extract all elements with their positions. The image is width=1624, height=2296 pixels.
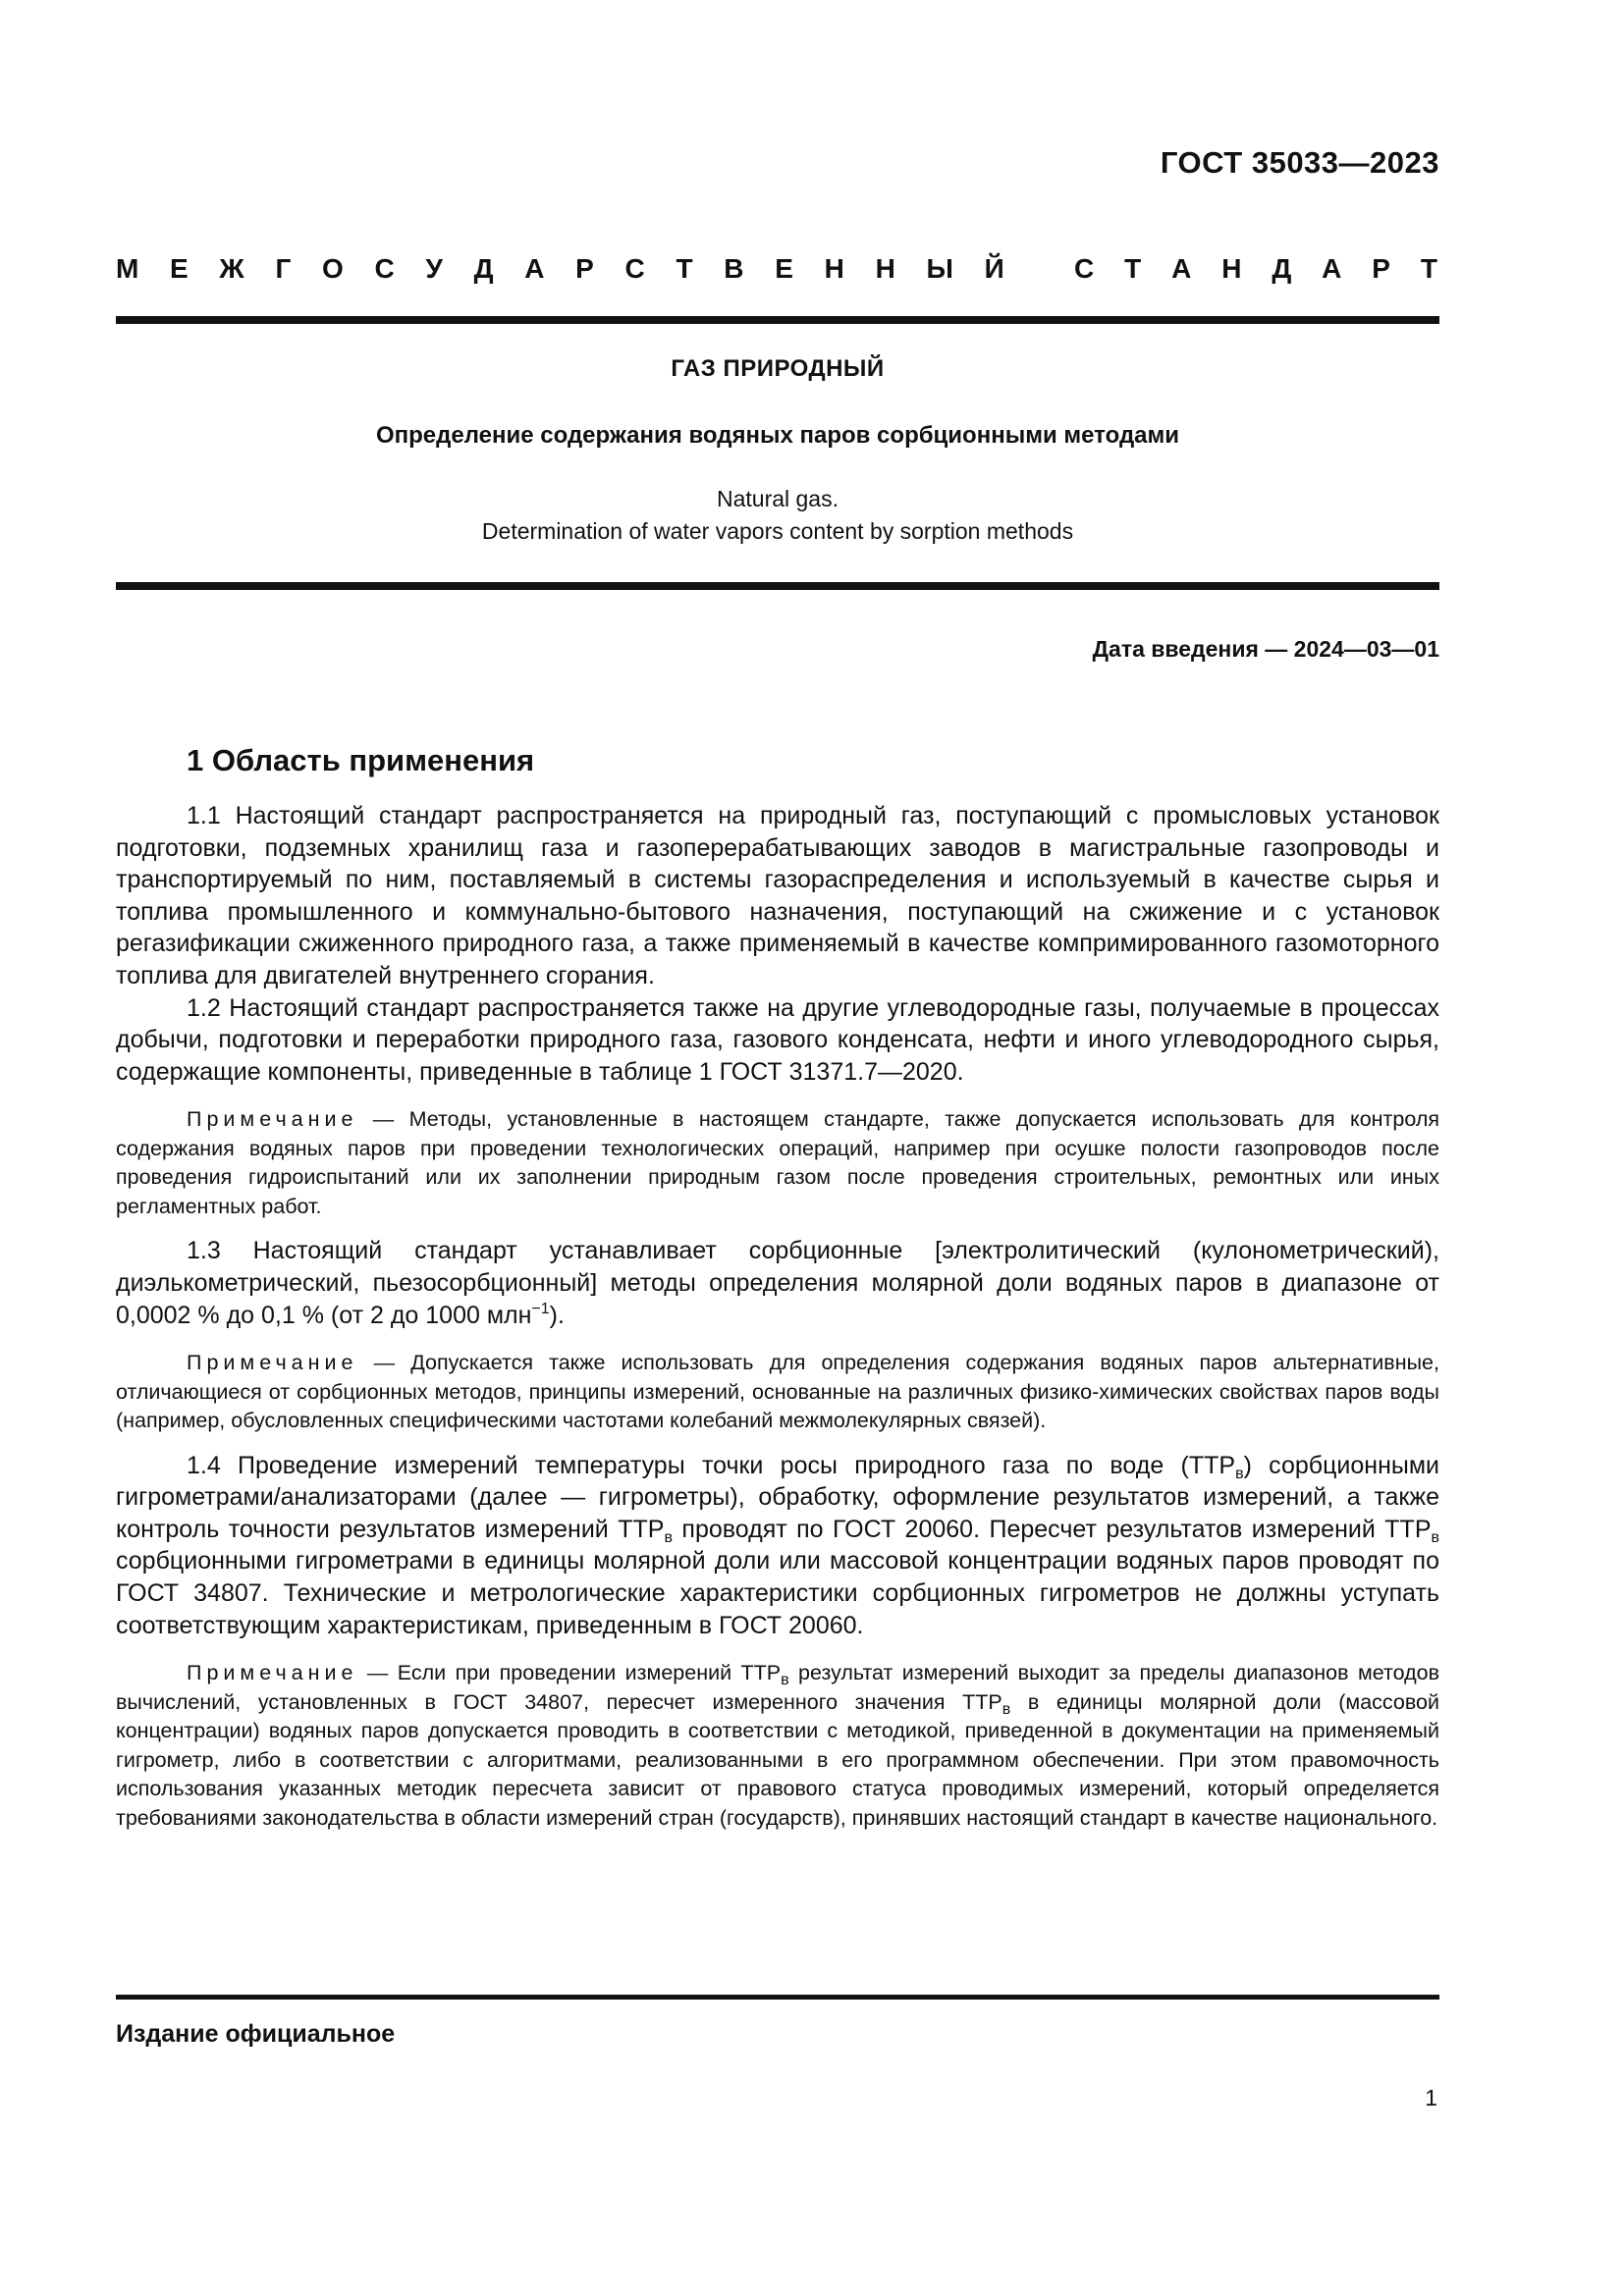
heading-letter: С — [374, 253, 395, 284]
paragraph-1-4-part-c: проводят по ГОСТ 20060. Пересчет результатов измерений ТТР — [672, 1515, 1432, 1543]
heading-letter: Г — [275, 253, 292, 284]
heading-letter: Е — [775, 253, 793, 284]
note-label: Примечание — [187, 1661, 358, 1685]
interstate-standard-heading — [116, 253, 1437, 285]
subscript-v: в — [1431, 1528, 1439, 1546]
heading-letter: Д — [1272, 253, 1292, 284]
page-number: 1 — [1425, 2085, 1437, 2110]
english-title-line-2: Determination of water vapors content by sorption methods — [481, 518, 1074, 544]
subscript-v: в — [664, 1528, 673, 1546]
paragraph-1-4-part-b: ) сорбционными гигрометрами/анализаторами (далее — гигрометры), обработку, оформление результатов измерений, а также контроль точности результатов измерений ТТР — [116, 1451, 1439, 1543]
subscript-v: в — [1001, 1700, 1011, 1718]
title-divider — [116, 582, 1439, 590]
paragraph-1-3 — [116, 1235, 1439, 1331]
note-2-text: — Допускается также использовать для определения содержания водяных паров альтернативные, отличающиеся от сорбционных методов, принципы измерений, основанные на различных физико-химических свойствах паров воды (например, обусловленных специфическими частотами колебаний межмолекулярных связей). — [116, 1351, 1439, 1433]
document-subtitle: Определение содержания водяных паров сорбционными методами — [375, 422, 1180, 449]
note-1 — [116, 1105, 1439, 1221]
subscript-v: в — [781, 1672, 789, 1689]
paragraph-1-3-text: 1.3 Настоящий стандарт устанавливает сорбционные [электролитический (кулонометрический), диэлькометрический, пьезосорбционный] методы определения молярной доли водяных паров в диапазоне от 0,0002 % до 0,1 % (от 2 до 1000 млн — [116, 1237, 1439, 1329]
paragraph-1-4 — [116, 1450, 1439, 1642]
note-3-part-a: — Если при проведении измерений ТТР — [357, 1661, 782, 1685]
note-3 — [116, 1659, 1439, 1833]
note-label: Примечание — [187, 1351, 358, 1375]
section-scope — [116, 743, 1439, 1846]
heading-letter: С — [624, 253, 645, 284]
heading-letter: Н — [875, 253, 895, 284]
top-divider — [116, 316, 1439, 324]
heading-letter: А — [1171, 253, 1192, 284]
subscript-v: в — [1235, 1465, 1244, 1482]
paragraph-1-4-part-a: 1.4 Проведение измерений температуры точки росы природного газа по воде (ТТР — [187, 1451, 1236, 1479]
paragraph-1-2: 1.2 Настоящий стандарт распространяется также на другие углеводородные газы, получаемые в процессах добычи, подготовки и переработки природного газа, газового конденсата, нефти и иного углеводородного сырья, содержащие компоненты, приведенные в таблице 1 ГОСТ 31371.7—2020. — [116, 993, 1439, 1086]
paragraph-1-1: 1.1 Настоящий стандарт распространяется на природный газ, поступающий с промысловых установок подготовки, подземных хранилищ газа и газоперерабатывающих заводов в магистральные газопроводы и транспортируемый по ним, поставляемый в системы газораспределения и используемый в качестве сырья и топлива промышленного и коммунально-бытового назначения, поступающий на сжижение и с установок регазификации сжиженного природного газа, а также применяемый в качестве компримированного газомоторного топлива для двигателей внутреннего сгорания. — [116, 802, 1439, 989]
section-title: 1 Область применения — [187, 743, 535, 777]
heading-letter: Д — [473, 253, 494, 284]
note-3-part-c: в единицы молярной доли (массовой концентрации) водяных паров допускается проводить в соответствии с методикой, приведенной в документации на применяемый гигрометр, либо в соответствии с алгоритмами, реализованными в его программном обеспечении. При этом правомочность использования указанных методик пересчета зависит от правового статуса проводимых измерений, который определяется требованиями законодательства в области измерений стран (государств), принявших настоящий стандарт в качестве национального. — [116, 1689, 1439, 1830]
heading-letter: Й — [984, 253, 1004, 284]
paragraph-1-4-part-d: сорбционными гигрометрами в единицы молярной доли или массовой концентрации водяных паров проводят по ГОСТ 34807. Технические и метрологические характеристики сорбционных гигрометров не должны уступать соответствующим характеристикам, приведенным в ГОСТ 20060. — [116, 1547, 1439, 1639]
footer-divider — [116, 1995, 1439, 2000]
standard-word — [1074, 253, 1437, 285]
heading-letter: У — [425, 253, 443, 284]
heading-letter: М — [116, 253, 139, 284]
heading-letter: Р — [1372, 253, 1390, 284]
english-title — [116, 483, 1439, 548]
gost-number: ГОСТ 35033—2023 — [1160, 145, 1439, 180]
document-title: ГАЗ ПРИРОДНЫЙ — [671, 355, 885, 382]
interstate-word — [116, 253, 1004, 285]
heading-letter: Т — [676, 253, 693, 284]
note-label: Примечание — [187, 1107, 358, 1132]
heading-letter: Н — [1221, 253, 1242, 284]
heading-letter: Т — [1124, 253, 1142, 284]
heading-letter: Р — [575, 253, 594, 284]
official-edition: Издание официальное — [116, 2020, 396, 2048]
heading-letter: Ж — [219, 253, 244, 284]
heading-letter: Н — [824, 253, 844, 284]
heading-letter: В — [724, 253, 744, 284]
heading-letter: Т — [1420, 253, 1437, 284]
paragraph-1-3-end: ). — [549, 1301, 565, 1329]
heading-letter: Ы — [926, 253, 953, 284]
english-title-line-1: Natural gas. — [716, 486, 839, 511]
heading-letter: А — [1322, 253, 1342, 284]
note-1-text: — Методы, установленные в настоящем стандарте, также допускается использовать для контроля содержания водяных паров при проведении технологических операций, например при осушке полости газопроводов после проведения гидроиспытаний или их заполнении природным газом после проведения строительных, ремонтных или иных регламентных работ. — [116, 1107, 1439, 1218]
introduction-date: Дата введения — 2024—03—01 — [1092, 636, 1439, 662]
note-2 — [116, 1349, 1439, 1436]
heading-letter: А — [524, 253, 545, 284]
heading-letter: С — [1074, 253, 1095, 284]
note-3-part-b: результат измерений выходит за пределы диапазонов методов вычислений, установленных в ГОСТ 34807, пересчет измеренного значения ТТР — [116, 1661, 1439, 1714]
exponent: −1 — [531, 1300, 550, 1317]
heading-letter: О — [322, 253, 344, 284]
heading-letter: Е — [170, 253, 189, 284]
